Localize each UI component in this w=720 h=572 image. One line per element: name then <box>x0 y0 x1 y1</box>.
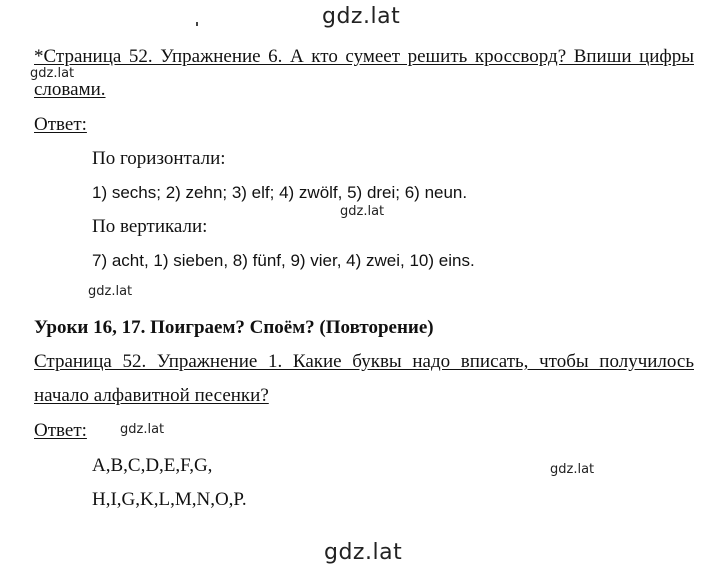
watermark-top: gdz.lat <box>322 4 401 29</box>
watermark-middle: gdz.lat <box>340 204 385 219</box>
vertical-answers: 7) acht, 1) sieben, 8) fünf, 9) vier, 4) zwei, 10) eins. <box>92 251 475 270</box>
exercise6-title-line2: словами. <box>34 79 106 100</box>
lesson-heading: Уроки 16, 17. Поиграем? Споём? (Повторение) <box>34 317 434 338</box>
exercise1-title-line2: начало алфавитной песенки? <box>34 385 269 406</box>
exercise6-answer-label: Ответ: <box>34 114 87 135</box>
exercise6-title-line1: *Страница 52. Упражнение 6. А кто сумеет решить кроссворд? Впиши цифры <box>34 46 694 67</box>
vertical-label: По вертикали: <box>92 216 208 237</box>
watermark-bottom: gdz.lat <box>324 540 403 565</box>
horizontal-label: По горизонтали: <box>92 148 226 169</box>
scan-mark <box>196 22 198 26</box>
exercise1-answer-label: Ответ: <box>34 420 87 441</box>
letters-line2: H,I,G,K,L,M,N,O,P. <box>92 489 247 510</box>
watermark-left: gdz.lat <box>30 66 75 81</box>
watermark-answer: gdz.lat <box>120 422 165 437</box>
watermark-right: gdz.lat <box>550 462 595 477</box>
horizontal-answers: 1) sechs; 2) zehn; 3) elf; 4) zwölf, 5) drei; 6) neun. <box>92 183 468 202</box>
exercise1-title-line1: Страница 52. Упражнение 1. Какие буквы надо вписать, чтобы получилось <box>34 351 694 372</box>
watermark-left-2: gdz.lat <box>88 284 133 299</box>
letters-line1: A,B,C,D,E,F,G, <box>92 455 213 476</box>
